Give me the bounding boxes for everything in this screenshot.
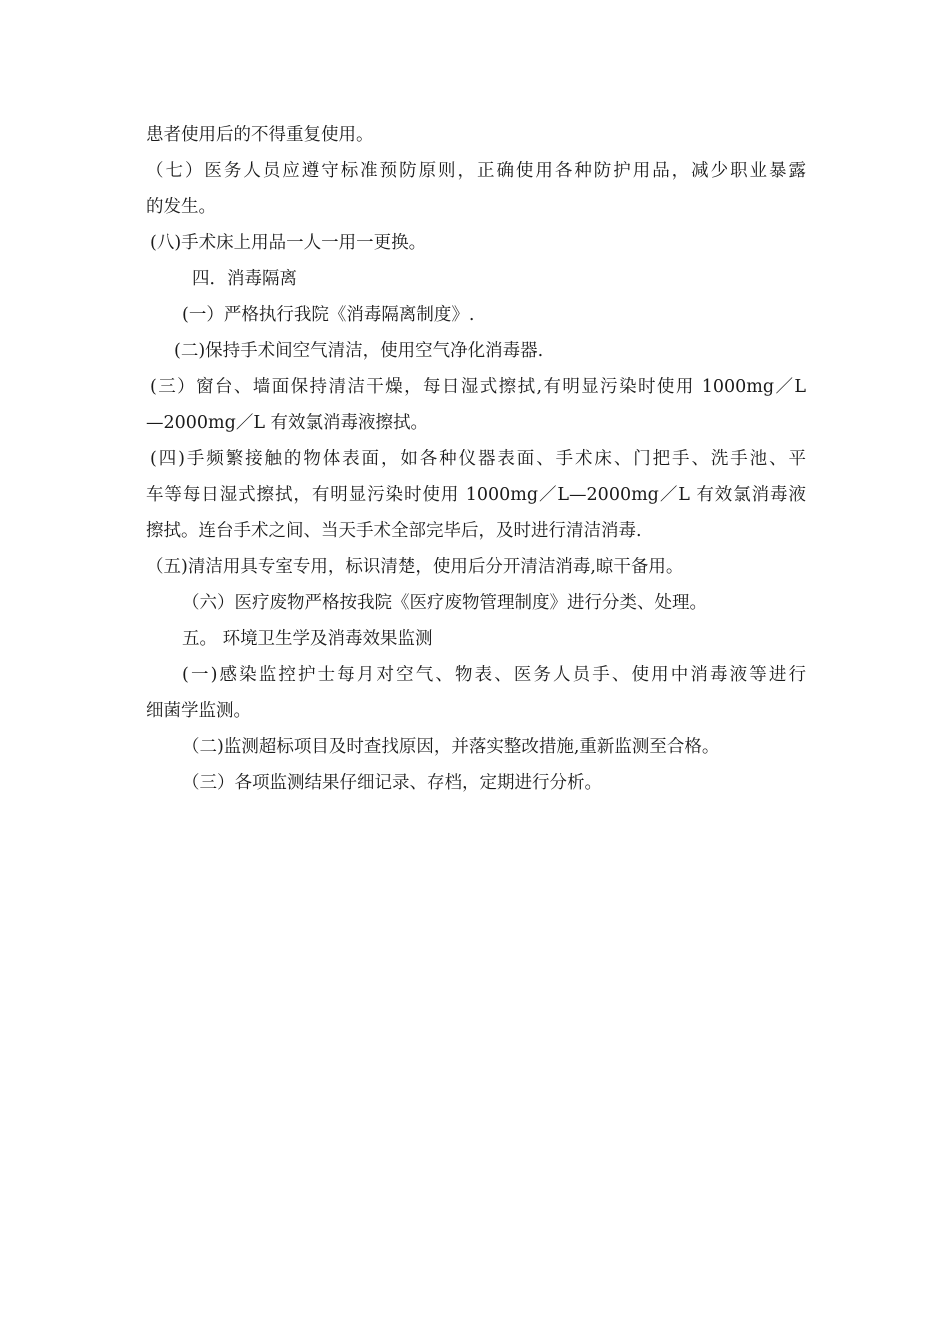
text-line: (一）严格执行我院《消毒隔离制度》. bbox=[182, 305, 475, 325]
text-line: 车等每日湿式擦拭，有明显污染时使用 1000mg／L—2000mg／L 有效氯消毒液 bbox=[146, 485, 806, 505]
text-line: 患者使用后的不得重复使用。 bbox=[146, 125, 374, 145]
text-line: (三）窗台、墙面保持清洁干燥，每日湿式擦拭,有明显污染时使用 1000mg／L bbox=[150, 377, 806, 397]
text-line: (四)手频繁接触的物体表面，如各种仪器表面、手术床、门把手、洗手池、平 bbox=[150, 449, 806, 469]
text-line: —2000mg／L 有效氯消毒液擦拭。 bbox=[146, 413, 429, 433]
text-line: （二)监测超标项目及时查找原因，并落实整改措施,重新监测至合格。 bbox=[182, 737, 720, 757]
text-line: 擦拭。连台手术之间、当天手术全部完毕后，及时进行清洁消毒. bbox=[146, 521, 642, 541]
text-line: 的发生。 bbox=[146, 197, 216, 217]
text-line: 细菌学监测。 bbox=[146, 701, 251, 721]
text-line: （三）各项监测结果仔细记录、存档，定期进行分析。 bbox=[182, 773, 602, 793]
section-heading: 五。 环境卫生学及消毒效果监测 bbox=[182, 629, 433, 649]
text-line: （六）医疗废物严格按我院《医疗废物管理制度》进行分类、处理。 bbox=[182, 593, 707, 613]
text-line: （七）医务人员应遵守标准预防原则，正确使用各种防护用品，减少职业暴露 bbox=[146, 161, 806, 181]
section-heading: 四．消毒隔离 bbox=[192, 269, 297, 289]
text-line: (八)手术床上用品一人一用一更换。 bbox=[150, 233, 427, 253]
document-body bbox=[146, 117, 806, 801]
text-line: （五)清洁用具专室专用，标识清楚，使用后分开清洁消毒,晾干备用。 bbox=[146, 557, 684, 577]
text-line: (二)保持手术间空气清洁，使用空气净化消毒器. bbox=[174, 341, 544, 361]
text-line: (一)感染监控护士每月对空气、物表、医务人员手、使用中消毒液等进行 bbox=[182, 665, 806, 685]
